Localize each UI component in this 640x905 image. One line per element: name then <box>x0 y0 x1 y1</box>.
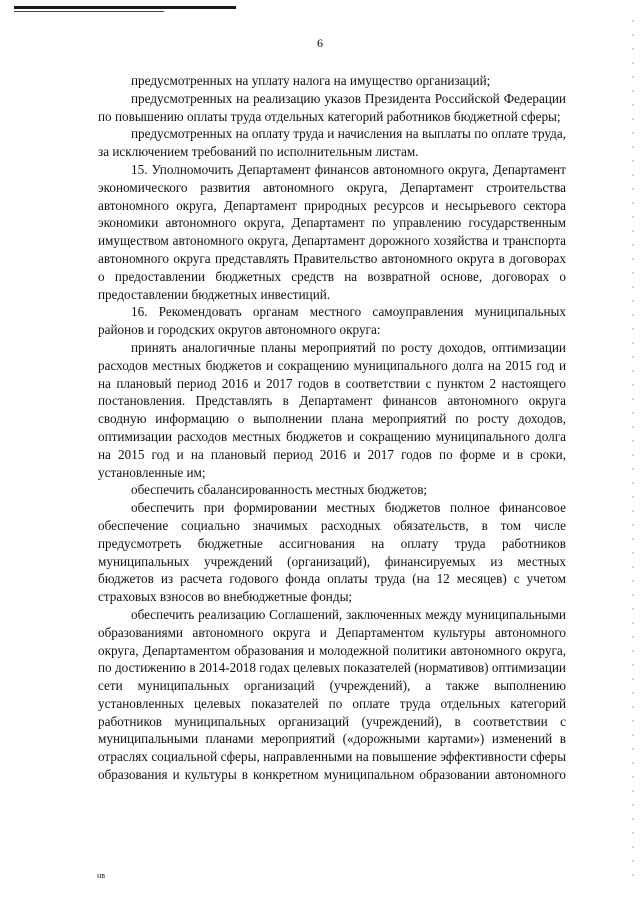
paragraph-president-decrees: предусмотренных на реализацию указов Президента Российской Федерации по повышению оплаты труда отдельных категорий работников бюджетной сферы; <box>98 90 566 124</box>
paragraph-financial-provision: обеспечить при формировании местных бюджетов полное финансовое обеспечение социально значимых расходных обязательств, в том числе предусмотреть бюджетные ассигнования на оплату труда работников муниципальных учреждений (организаций), финансируемых из местных бюджетов из расчета годового фонда оплаты труда (на 12 месяцев) с учетом страховых взносов во внебюджетные фонды; <box>98 500 566 605</box>
scan-artifact-line <box>14 11 164 12</box>
paragraph-item-15: 15. Уполномочить Департамент финансов автономного округа, Департамент экономического развития автономного округа, Департамент строительства автономного округа, Департамент природных ресурсов и несырьевого сектора экономики автономного округа, Департамент по управлению государственным имуществом автономного округа, Департамент дорожного хозяйства и транспорта автономного округа представлять Правительство автономного округа в договорах о предоставлении бюджетных средств на возвратной основе, договорах о предоставлении бюджетных инвестиций. <box>98 161 566 302</box>
paragraph-adopt-plans: принять аналогичные планы мероприятий по росту доходов, оптимизации расходов местных бюджетов и сокращению муниципального долга на 2015 год и на плановый период 2016 и 2017 годов в соответствии с пунктом 2 настоящего постановления. Представлять в Департамент финансов автономного округа сводную информацию о выполнении плана мероприятий по росту доходов, оптимизации расходов местных бюджетов и сокращению муниципального долга на 2015 год и на плановый период 2016 и 2017 годов по форме и в сроки, установленные им; <box>98 339 566 480</box>
document-body <box>98 72 566 784</box>
paragraph-balance-budgets: обеспечить сбалансированность местных бюджетов; <box>131 482 428 498</box>
scan-edge-artifact <box>632 20 634 880</box>
footer-mark: нв <box>97 871 106 880</box>
paragraph-agreements: обеспечить реализацию Соглашений, заключенных между муниципальными образованиями автономного округа и Департаментом культуры автономного округа, Департаментом образования и молодежной политики автономного округа, по достижению в 2014-2018 годах целевых показателей (нормативов) оптимизации сети муниципальных организаций (учреждений), а также выполнению установленных целевых показателей по оплате труда отдельных категорий работников муниципальных организаций (учреждений), в соответствии с муниципальными планами мероприятий («дорожными картами») изменений в отраслях социальной сферы, направленными на повышение эффективности сферы образования и культуры в конкретном муниципальном образовании автономного <box>98 606 566 783</box>
paragraph-tax-property: предусмотренных на уплату налога на имущество организаций; <box>131 73 491 88</box>
paragraph-item-16: 16. Рекомендовать органам местного самоуправления муниципальных районов и городских округов автономного округа: <box>98 304 566 338</box>
page-number: 6 <box>317 36 323 50</box>
paragraph-payroll: предусмотренных на оплату труда и начисления на выплаты по оплате труда, за исключением требований по исполнительным листам. <box>98 126 566 160</box>
scan-artifact-bar <box>14 6 236 9</box>
